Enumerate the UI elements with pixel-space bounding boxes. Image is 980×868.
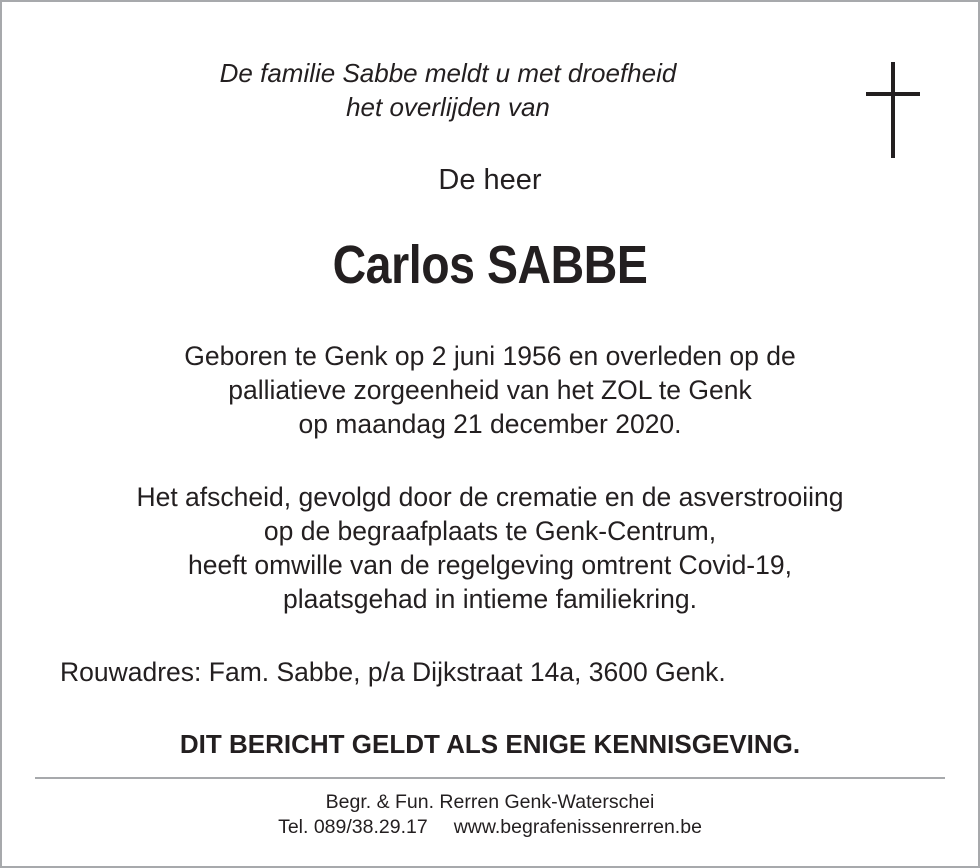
funeral-home-name: Begr. & Fun. Rerren Genk-Waterschei <box>325 791 655 813</box>
intro-text <box>148 56 748 124</box>
funeral-home-phone: Tel. 089/38.29.17 <box>278 816 428 838</box>
deceased-name: Carlos SABBE <box>332 235 648 295</box>
funeral-home-footer <box>140 790 840 840</box>
mourning-address: Rouwadres: Fam. Sabbe, p/a Dijkstraat 14a, 3600 Genk. <box>60 657 726 687</box>
birth-line: Geboren te Genk op 2 juni 1956 en overleden op de <box>184 341 796 371</box>
birth-line: op maandag 21 december 2020. <box>298 409 682 439</box>
funeral-home-contact <box>140 815 840 840</box>
farewell-paragraph <box>40 480 940 616</box>
birth-death-paragraph <box>40 339 940 441</box>
farewell-line: Het afscheid, gevolgd door de crematie en de asverstrooiing <box>136 482 844 512</box>
funeral-home-website: www.begrafenissenrerren.be <box>453 816 702 838</box>
intro-line: het overlijden van <box>346 92 550 122</box>
footer-divider <box>35 777 945 779</box>
notice-text: DIT BERICHT GELDT ALS ENIGE KENNISGEVING. <box>179 729 801 759</box>
cross-icon <box>866 62 920 158</box>
intro-line: De familie Sabbe meldt u met droefheid <box>219 58 677 88</box>
farewell-line: op de begraafplaats te Genk-Centrum, <box>263 516 717 546</box>
farewell-line: heeft omwille van de regelgeving omtrent Covid-19, <box>188 550 792 580</box>
farewell-line: plaatsgehad in intieme familiekring. <box>283 584 697 614</box>
salutation: De heer <box>438 164 542 196</box>
birth-line: palliatieve zorgeenheid van het ZOL te Genk <box>228 375 752 405</box>
